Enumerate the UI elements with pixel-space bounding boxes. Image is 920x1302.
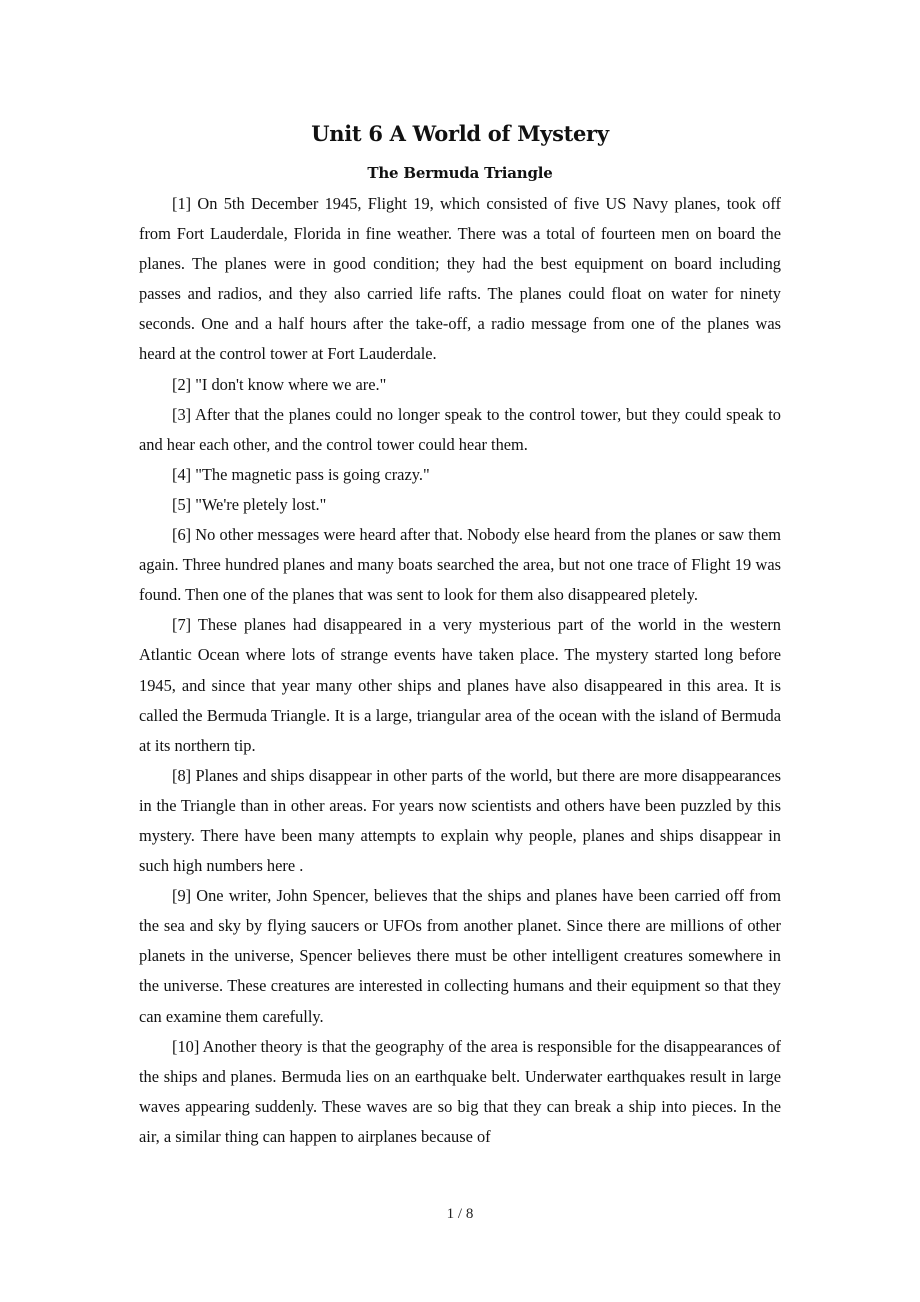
paragraph-5: [5] "We're pletely lost." bbox=[172, 494, 327, 514]
paragraph-10: [10] Another theory is that the geography of the area is responsible for the disappearances of the ships and planes. Bermuda lies on an earthquake belt. Underwater earthquakes result in large waves appearing suddenly. These waves are so big that they can break a ship into pieces. In the air, a similar thing can happen to airplanes because of bbox=[139, 1036, 781, 1146]
paragraph-9: [9] One writer, John Spencer, believes that the ships and planes have been carried off from the sea and sky by flying saucers or UFOs from another planet. Since there are millions of other planets in the universe, Spencer believes there must be other intelligent creatures somewhere in the universe. These creatures are interested in collecting humans and their equipment so that they can examine them carefully. bbox=[139, 886, 781, 1026]
paragraph-7: [7] These planes had disappeared in a very mysterious part of the world in the western Atlantic Ocean where lots of strange events have taken place. The mystery started long before 1945, and since that year many other ships and planes have also disappeared in this area. It is called the Bermuda Triangle. It is a large, triangular area of the ocean with the island of Bermuda at its northern tip. bbox=[139, 615, 781, 755]
article-subtitle: The Bermuda Triangle bbox=[367, 164, 553, 182]
article-body bbox=[139, 189, 781, 1152]
paragraph-8: [8] Planes and ships disappear in other parts of the world, but there are more disappearances in the Triangle than in other areas. For years now scientists and others have been puzzled by this mystery. There have been many attempts to explain why people, planes and ships disappear in such high numbers here . bbox=[139, 765, 781, 876]
paragraph-3: [3] After that the planes could no longer speak to the control tower, but they could speak to and hear each other, and the control tower could hear them. bbox=[139, 404, 781, 454]
paragraph-6: [6] No other messages were heard after that. Nobody else heard from the planes or saw them again. Three hundred planes and many boats searched the area, but not one trace of Flight 19 was found. Then one of the planes that was sent to look for them also disappeared pletely. bbox=[139, 525, 781, 605]
paragraph-1: [1] On 5th December 1945, Flight 19, which consisted of five US Navy planes, took off from Fort Lauderdale, Florida in fine weather. There was a total of fourteen men on board the planes. The planes were in good condition; they had the best equipment on board including passes and radios, and they also carried life rafts. The planes could float on water for ninety seconds. One and a half hours after the take-off, a radio message from one of the planes was heard at the control tower at Fort Lauderdale. bbox=[139, 194, 781, 364]
paragraph-4: [4] "The magnetic pass is going crazy." bbox=[172, 464, 430, 484]
page-number: 1 / 8 bbox=[446, 1206, 474, 1222]
paragraph-2: [2] "I don't know where we are." bbox=[172, 374, 387, 394]
document-title: Unit 6 A World of Mystery bbox=[311, 121, 609, 146]
